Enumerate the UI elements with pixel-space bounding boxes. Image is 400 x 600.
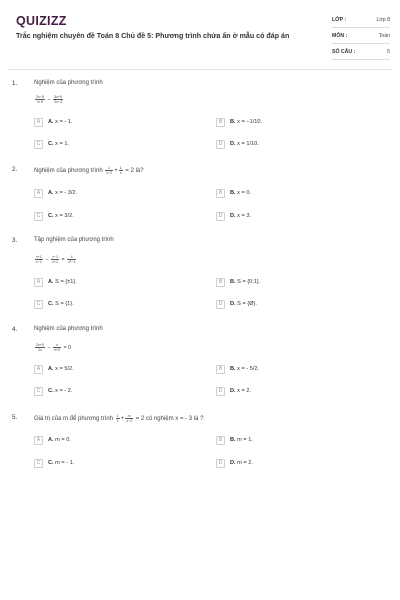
question-number: 5. <box>12 414 18 421</box>
answer-option-d[interactable] <box>216 458 253 468</box>
answer-option-d[interactable] <box>216 386 251 396</box>
option-value: x = 1/10. <box>237 141 259 147</box>
option-key: A. <box>48 437 54 443</box>
option-key: C. <box>48 213 54 219</box>
option-letter-box: D <box>216 140 225 149</box>
option-key: D. <box>230 141 236 147</box>
info-value: Lớp 8 <box>376 16 390 23</box>
option-letter-box: D <box>216 300 225 309</box>
option-letter-box: C <box>34 459 43 468</box>
answer-option-c[interactable] <box>34 386 72 396</box>
header-divider <box>8 69 392 70</box>
answer-option-a[interactable] <box>34 188 77 198</box>
answer-option-b[interactable] <box>216 188 251 198</box>
option-letter-box: B <box>216 436 225 445</box>
option-value: x = - 2. <box>55 388 73 394</box>
option-key: C. <box>48 141 54 147</box>
worksheet-title: Trắc nghiệm chuyên đề Toán 8 Chủ đề 5: Phương trình chứa ẩn ở mẫu có đáp án <box>16 32 290 40</box>
option-value: x = - 1. <box>55 119 73 125</box>
question-number: 3. <box>12 237 18 244</box>
option-value: S = {±1}. <box>55 279 77 285</box>
option-key: B. <box>230 437 236 443</box>
option-value: S = {1}. <box>55 301 74 307</box>
option-letter-box: B <box>216 118 225 127</box>
answer-option-a[interactable] <box>34 364 74 374</box>
question-formula: $\frac{x+1}{x-1}$ − $\frac{x-1}{x+1}$ = $\frac{4}{\text{x²−1}}$ <box>36 255 76 264</box>
option-value: x = 0. <box>237 190 251 196</box>
info-value: 5 <box>387 48 390 55</box>
question-number: 1. <box>12 80 18 87</box>
option-value: m = 0. <box>55 437 71 443</box>
answer-option-a[interactable] <box>34 277 77 287</box>
option-key: A. <box>48 279 54 285</box>
info-label: LỚP : <box>332 16 347 23</box>
answer-option-b[interactable] <box>216 277 260 287</box>
option-letter-box: A <box>34 278 43 287</box>
option-letter-box: A <box>34 189 43 198</box>
question-text: Nghiệm của phương trình $\frac{1}{x-2}$ + $\frac{1}{x}$ = 2 là? <box>34 166 144 175</box>
option-letter-box: C <box>34 300 43 309</box>
option-value: S = {0;1}. <box>237 279 261 285</box>
option-key: A. <box>48 119 54 125</box>
option-letter-box: B <box>216 278 225 287</box>
answer-option-c[interactable] <box>34 299 74 309</box>
info-value: Toán <box>378 32 390 39</box>
option-key: A. <box>48 366 54 372</box>
question-text: Nghiệm của phương trình <box>34 80 103 86</box>
option-value: x = 2. <box>237 388 251 394</box>
option-key: A. <box>48 190 54 196</box>
question-text: Tập nghiệm của phương trình <box>34 237 114 243</box>
answer-option-a[interactable] <box>34 117 72 127</box>
answer-option-c[interactable] <box>34 211 74 221</box>
info-label: SỐ CÂU : <box>332 48 356 55</box>
option-value: x = 3/2. <box>55 213 74 219</box>
option-key: D. <box>230 388 236 394</box>
option-value: x = 5/2. <box>55 366 74 372</box>
worksheet-header <box>0 0 400 72</box>
option-letter-box: A <box>34 436 43 445</box>
info-label: MÔN : <box>332 32 348 39</box>
question-formula: $\frac{2x+5}{2x}$ − $\frac{x}{x+5}$ = 0 <box>36 343 72 352</box>
option-value: S = {Ø}. <box>237 301 257 307</box>
question-number: 4. <box>12 326 18 333</box>
option-value: x = 1. <box>55 141 69 147</box>
info-row-count <box>332 44 390 60</box>
option-value: m = 1. <box>237 437 253 443</box>
answer-option-c[interactable] <box>34 458 74 468</box>
option-value: x = - 3/2. <box>55 190 78 196</box>
option-key: D. <box>230 460 236 466</box>
question-number: 2. <box>12 166 18 173</box>
option-value: m = 2. <box>237 460 253 466</box>
option-key: D. <box>230 213 236 219</box>
info-row-subject <box>332 28 390 44</box>
option-value: x = −1/10. <box>237 119 263 125</box>
option-letter-box: D <box>216 212 225 221</box>
option-key: B. <box>230 279 236 285</box>
answer-option-a[interactable] <box>34 435 71 445</box>
option-value: x = - 5/2. <box>237 366 260 372</box>
option-key: C. <box>48 388 54 394</box>
option-letter-box: A <box>34 118 43 127</box>
answer-option-d[interactable] <box>216 211 251 221</box>
option-key: C. <box>48 301 54 307</box>
option-key: B. <box>230 119 236 125</box>
quizizz-logo: QUIZIZZ <box>16 14 67 28</box>
option-key: D. <box>230 301 236 307</box>
option-key: C. <box>48 460 54 466</box>
option-letter-box: C <box>34 387 43 396</box>
option-letter-box: C <box>34 140 43 149</box>
option-value: x = 3. <box>237 213 251 219</box>
answer-option-b[interactable] <box>216 435 253 445</box>
answer-option-b[interactable] <box>216 364 259 374</box>
question-text: Nghiệm của phương trình <box>34 326 103 332</box>
option-letter-box: C <box>34 212 43 221</box>
info-row-class <box>332 12 390 28</box>
option-letter-box: B <box>216 365 225 374</box>
answer-option-d[interactable] <box>216 299 257 309</box>
option-value: m = - 1. <box>55 460 75 466</box>
option-key: B. <box>230 190 236 196</box>
answer-option-b[interactable] <box>216 117 262 127</box>
answer-option-d[interactable] <box>216 139 259 149</box>
option-letter-box: A <box>34 365 43 374</box>
option-key: B. <box>230 366 236 372</box>
info-table <box>332 12 390 60</box>
question-text: Giá trị của m để phương trình $\frac{1}{x}$ + $\frac{m}{x-2}$ = 2 có nghiệm x = - 3 là ? <box>34 414 204 423</box>
answer-option-c[interactable] <box>34 139 69 149</box>
option-letter-box: D <box>216 387 225 396</box>
question-formula: $\frac{2x-5}{x+5}$ − $\frac{3x+5}{2x-4}$ <box>36 95 62 104</box>
option-letter-box: D <box>216 459 225 468</box>
option-letter-box: B <box>216 189 225 198</box>
